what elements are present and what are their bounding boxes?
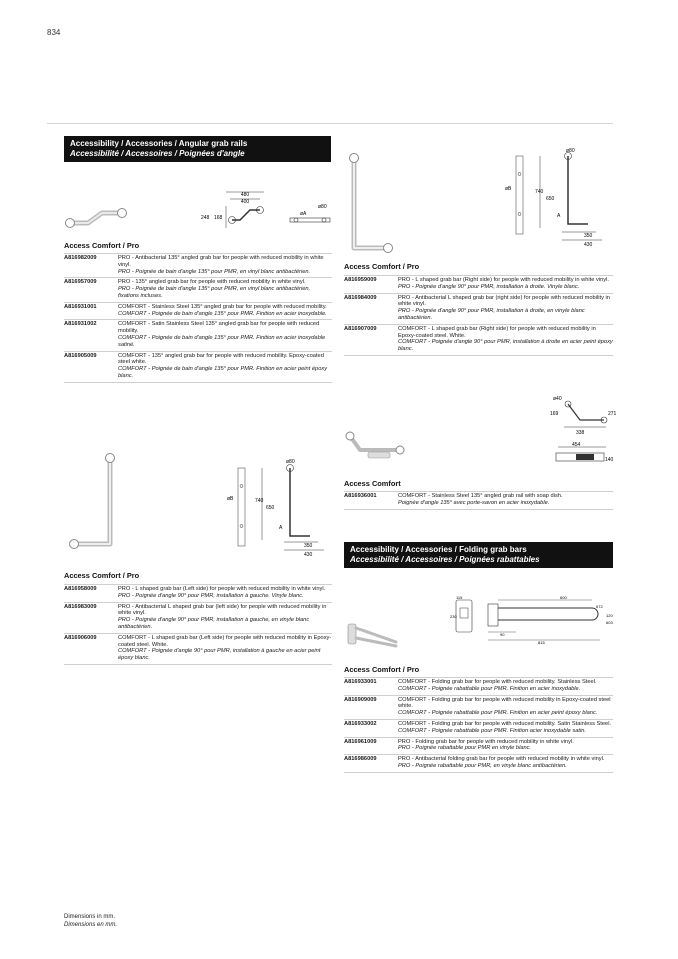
dim-phi-80: ø80	[566, 148, 575, 154]
description-fr: PRO - Poignée rabattable pour PMR en vinyle blanc.	[398, 745, 532, 752]
product-description	[118, 278, 332, 302]
dim-phi-40: ø40	[553, 396, 562, 402]
dim-672: 672	[596, 604, 603, 609]
folding-grab-bar-image	[344, 616, 404, 652]
dim-740: 740	[255, 498, 264, 504]
dim-430: 430	[584, 242, 593, 248]
dim-120: 120	[606, 613, 613, 618]
description-fr: PRO - Poignée rabattable pour PMR, en vinyle blanc antibactérien.	[398, 762, 567, 769]
table-row	[344, 737, 613, 755]
table-row	[344, 755, 613, 773]
table-row	[64, 602, 332, 633]
table-row	[64, 302, 332, 320]
dim-400: 400	[240, 199, 250, 205]
dim-248: 248	[201, 215, 210, 221]
product-code: A816933001	[344, 678, 398, 696]
folding-grab-bar-dimension-drawing	[450, 594, 616, 648]
dim-140: 140	[605, 457, 614, 463]
dim-338: 338	[576, 430, 585, 436]
description-en: PRO - Antibacterial L shaped grab bar (left side) for people with reduced mobility in white vinyl.	[118, 603, 327, 617]
dim-115: 115	[456, 595, 463, 600]
description-fr: COMFORT - Poignée d'angle 90° pour PMR, installation à droite en acier peint époxy blanc.	[398, 339, 613, 353]
product-description	[398, 678, 613, 696]
product-code: A816907009	[344, 324, 398, 355]
description-fr: PRO - Poignée d'angle 90° pour PMR, installation à droite, en vinyle blanc antibactérien.	[398, 308, 585, 321]
section-title-angular	[64, 136, 331, 162]
dim-169: 169	[550, 411, 559, 417]
product-code: A816936001	[344, 492, 398, 510]
table-row	[344, 492, 613, 510]
section-title-folding	[344, 542, 613, 568]
product-code: A816909009	[344, 695, 398, 719]
product-code: A816983009	[64, 602, 118, 633]
product-code: A816906009	[64, 633, 118, 664]
l-shaped-right-dimension-drawing	[502, 144, 606, 250]
l-shaped-left-dimension-drawing	[224, 456, 328, 560]
description-fr: COMFORT - Poignée rabattable pour PMR. Finition acier inoxydable satin.	[398, 727, 586, 734]
top-divider	[47, 123, 613, 124]
description-en: COMFORT - 135° angled grab bar for people with reduced mobility. Epoxy-coated steel white.	[118, 352, 324, 366]
dim-phi-b: øB	[227, 496, 234, 502]
angled-rail-soap-dish-image	[344, 428, 408, 468]
product-code: A816957009	[64, 278, 118, 302]
description-en: PRO - L shaped grab bar (Left side) for people with reduced mobility in white vinyl.	[118, 586, 326, 592]
description-fr: PRO - Poignée de bain d'angle 135° pour PMR, en vinyl blanc antibactérien, fixations incluses.	[118, 286, 311, 299]
description-en: PRO - L shaped grab bar (Right side) for people with reduced mobility in white vinyl.	[398, 277, 609, 283]
product-description	[118, 585, 332, 603]
description-en: COMFORT - Stainless Steel 135° angled grab bar for people with reduced mobility.	[118, 303, 327, 310]
table-row	[344, 695, 613, 719]
block-heading: Access Comfort	[344, 479, 401, 488]
table-row	[64, 320, 332, 351]
block-heading: Access Comfort / Pro	[64, 571, 140, 580]
product-description	[398, 276, 613, 294]
dim-230: 230	[450, 614, 457, 619]
block-heading: Access Comfort / Pro	[344, 262, 420, 271]
product-description	[398, 492, 613, 510]
description-fr: PRO - Poignée d'angle 90° pour PMR, installation à gauche, en vinyle blanc antibactérien.	[118, 617, 310, 630]
description-en: COMFORT - Folding grab bar for people with reduced mobility in Epoxy-coated steel white.	[398, 696, 611, 710]
product-code: A816931001	[64, 302, 118, 320]
l-shaped-right-grab-bar-image	[344, 152, 400, 260]
dim-90: 90	[500, 632, 505, 637]
product-code: A816905009	[64, 351, 118, 382]
product-description	[118, 351, 332, 382]
description-en: COMFORT - L shaped grab bar (Right side) for people with reduced mobility in Epoxy-coated steel. White.	[398, 325, 596, 339]
product-description	[398, 719, 613, 737]
table-row	[344, 293, 613, 324]
description-fr: COMFORT - Poignée de bain d'angle 135° pour PMR. Finition en acier inoxydable satiné.	[118, 334, 326, 348]
dim-350: 350	[304, 543, 313, 549]
product-code: A816984009	[344, 293, 398, 324]
dim-480: 480	[240, 192, 250, 198]
reference-table-l-left	[64, 584, 332, 665]
dim-phi-a: øA	[300, 211, 307, 217]
description-fr: COMFORT - Poignée de bain d'angle 135° pour PMR. Finition en acier peint époxy blanc.	[118, 366, 328, 379]
description-en: PRO - 135° angled grab bar for people with reduced mobility in white vinyl.	[118, 279, 306, 286]
description-fr: PRO - Poignée d'angle 90° pour PMR, installation à droite. Vinyle blanc.	[398, 283, 580, 290]
description-en: PRO - Folding grab bar for people with reduced mobility in white vinyl.	[398, 738, 574, 745]
product-code: A816986009	[344, 755, 398, 773]
table-row	[64, 585, 332, 603]
dim-815: 815	[538, 640, 545, 645]
section-title-en: Accessibility / Accessories / Angular grab rails	[70, 139, 248, 148]
section-title-fr: Accessibilité / Accessoires / Poignées d'angle	[70, 149, 245, 158]
block-heading: Access Comfort / Pro	[344, 665, 420, 674]
footer-note-fr: Dimensions en mm.	[64, 921, 118, 928]
product-description	[118, 320, 332, 351]
product-description	[118, 302, 332, 320]
dim-phi-80: ø80	[286, 459, 295, 465]
table-row	[344, 719, 613, 737]
section-title-fr: Accessibilité / Accessoires / Poignées rabattables	[350, 555, 540, 564]
product-code: A816958009	[64, 585, 118, 603]
table-row	[64, 351, 332, 382]
description-fr: PRO - Poignée de bain d'angle 135° pour PMR, en vinyl blanc antibactérien.	[118, 268, 311, 275]
description-en: COMFORT - Folding grab bar for people with reduced mobility. Stainless Steel.	[398, 679, 597, 685]
dim-168: 168	[214, 215, 223, 221]
product-code: A816959009	[344, 276, 398, 294]
soap-dish-rail-dimension-drawing	[550, 394, 620, 470]
product-code: A816982009	[64, 254, 118, 278]
dim-phi-b: øB	[505, 186, 512, 192]
dim-600: 600	[560, 595, 567, 600]
dim-740: 740	[535, 189, 544, 195]
description-en: PRO - Antibacterial L shaped grab bar (right side) for people with reduced mobility in white vinyl.	[398, 294, 610, 308]
description-fr: PRO - Poignée d'angle 90° pour PMR, installation à gauche. Vinyle blanc.	[118, 592, 304, 599]
product-description	[398, 324, 613, 355]
product-description	[118, 254, 332, 278]
angled-grab-bar-dimension-drawing	[198, 188, 340, 236]
reference-table-angled	[64, 253, 332, 383]
l-shaped-left-grab-bar-image	[64, 452, 134, 558]
table-row	[64, 633, 332, 664]
footer-note-en: Dimensions in mm.	[64, 914, 116, 920]
table-row	[64, 254, 332, 278]
table-row	[344, 276, 613, 294]
page-number: 834	[47, 28, 61, 37]
product-description	[118, 633, 332, 664]
table-row	[64, 278, 332, 302]
product-code: A816931002	[64, 320, 118, 351]
table-row	[344, 678, 613, 696]
description-en: COMFORT - Folding grab bar for people with reduced mobility. Satin Stainless Steel.	[398, 720, 612, 727]
product-description	[398, 695, 613, 719]
table-row	[344, 324, 613, 355]
dim-a: A	[557, 213, 561, 219]
dim-271: 271	[608, 411, 617, 417]
dim-454: 454	[572, 442, 581, 448]
product-description	[398, 737, 613, 755]
product-description	[398, 755, 613, 773]
angled-grab-bar-image	[64, 205, 130, 231]
description-fr: Poignée d'angle 135° avec porte-savon en acier inoxydable.	[398, 499, 550, 506]
reference-table-l-right	[344, 275, 613, 356]
product-code: A816961009	[344, 737, 398, 755]
dim-350: 350	[584, 233, 593, 239]
description-en: PRO - Antibacterial folding grab bar for people with reduced mobility in white vinyl.	[398, 756, 605, 763]
dim-430: 430	[304, 552, 313, 558]
section-title-en: Accessibility / Accessories / Folding grab bars	[350, 545, 527, 554]
product-description	[118, 602, 332, 633]
dim-650: 650	[266, 505, 275, 511]
description-fr: COMFORT - Poignée rabattable pour PMR. Finition en acier peint époxy blanc.	[398, 710, 598, 717]
block-heading: Access Comfort / Pro	[64, 241, 140, 250]
dim-phi-80: ø80	[318, 204, 327, 210]
footer-note	[64, 914, 117, 929]
description-en: COMFORT - Satin Stainless Steel 135° angled grab bar for people with reduced mobility.	[118, 321, 320, 335]
description-fr: COMFORT - Poignée de bain d'angle 135° pour PMR. Finition en acier inoxydable.	[118, 310, 327, 317]
description-en: COMFORT - L shaped grab bar (Left side) for people with reduced mobility in Epoxy-coated steel. White.	[118, 634, 332, 648]
dim-a: A	[279, 525, 283, 531]
description-fr: COMFORT - Poignée d'angle 90° pour PMR, installation à gauche en acier peint époxy blanc.	[118, 648, 321, 662]
reference-table-soap-dish	[344, 491, 613, 510]
product-code: A816933002	[344, 719, 398, 737]
dim-650: 650	[546, 196, 555, 202]
description-en: COMFORT - Stainless Steel 135° angled grab rail with soap dish.	[398, 493, 563, 499]
product-description	[398, 293, 613, 324]
description-fr: COMFORT - Poignée rabattable pour PMR. Finition en acier inoxydable.	[398, 685, 581, 692]
description-en: PRO - Antibacterial 135° angled grab bar for people with reduced mobility in white vinyl.	[118, 255, 324, 268]
reference-table-folding	[344, 677, 613, 773]
dim-603: 603	[606, 620, 613, 625]
